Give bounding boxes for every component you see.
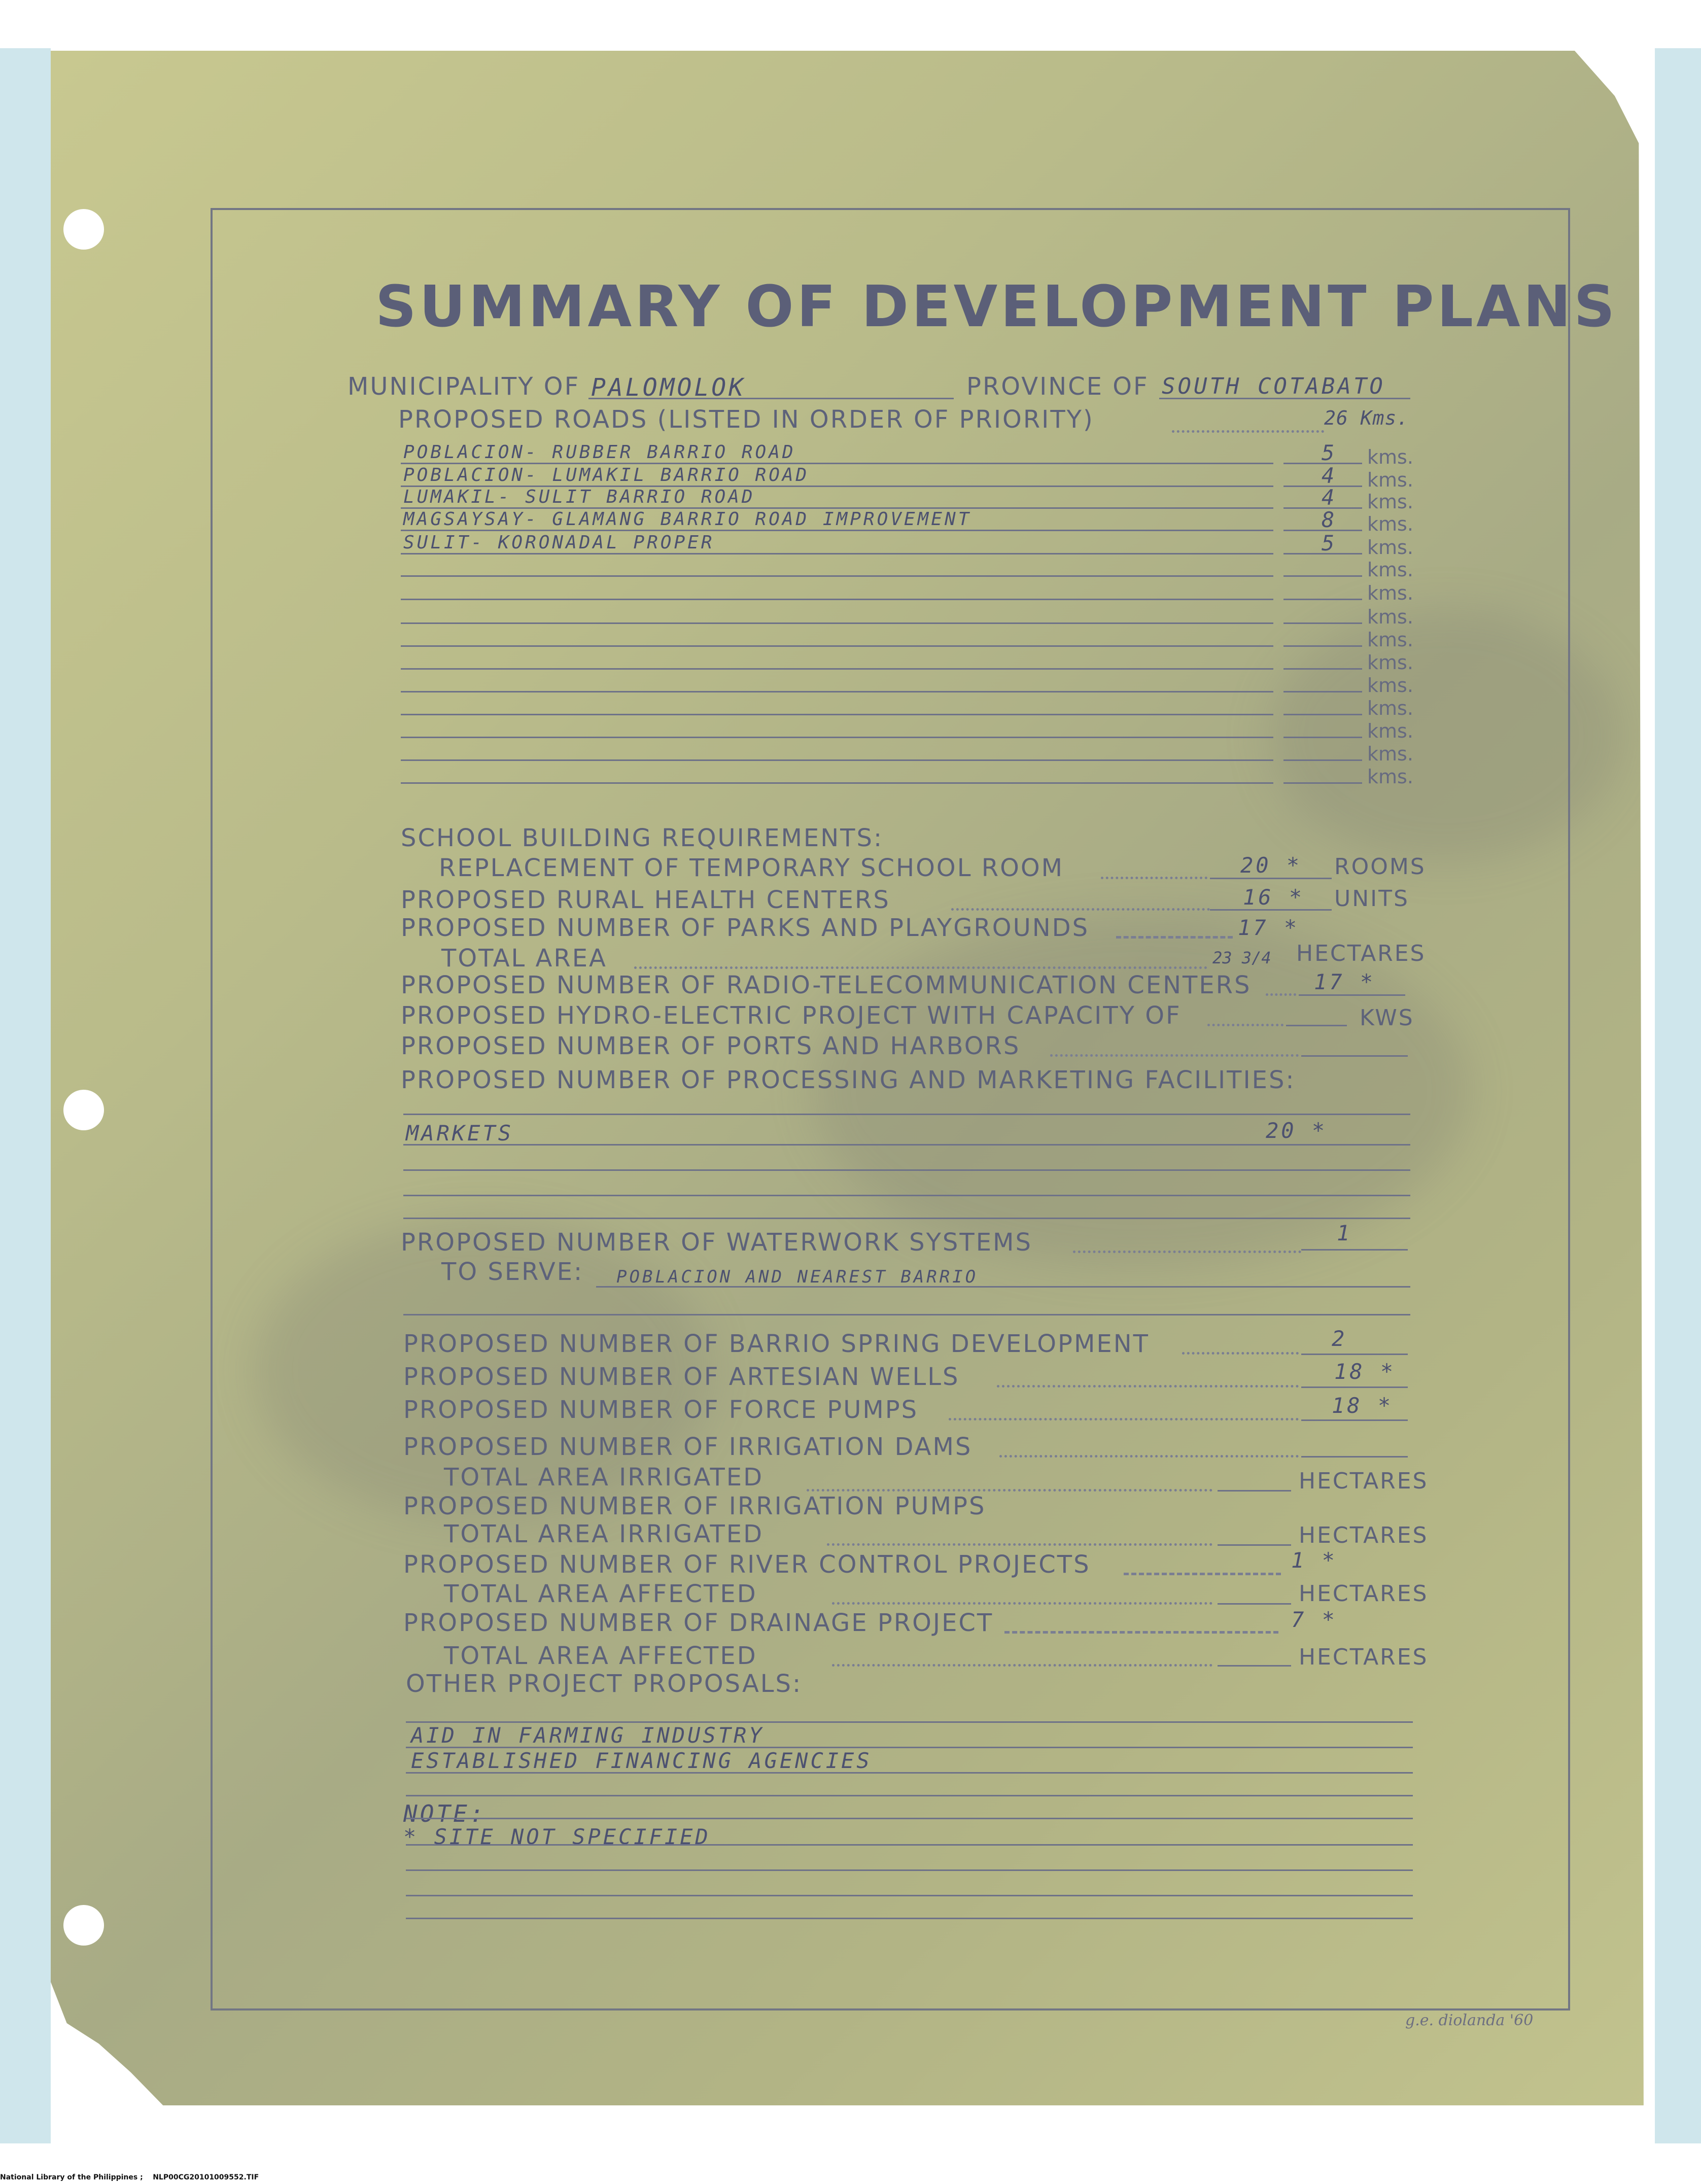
river-value: 1 * (1291, 1548, 1337, 1573)
entry-line (406, 1818, 1413, 1819)
leader-dots (1116, 936, 1233, 939)
road-value-line (1283, 622, 1362, 624)
artesian-label: PROPOSED NUMBER OF ARTESIAN WELLS (403, 1363, 960, 1391)
rooms-unit: ROOMS (1334, 854, 1426, 880)
road-value-line (1283, 691, 1362, 692)
road-value-line (1283, 575, 1362, 577)
road-name: POBLACION- LUMAKIL BARRIO ROAD (403, 465, 810, 486)
road-km-unit: kms. (1367, 446, 1413, 468)
entry-line (403, 1169, 1410, 1171)
road-km-unit: kms. (1367, 674, 1413, 697)
road-line (401, 645, 1273, 647)
other-heading: OTHER PROJECT PROPOSALS: (406, 1670, 803, 1698)
road-km-unit: kms. (1367, 606, 1413, 628)
other-item: AID IN FARMING INDUSTRY (411, 1723, 765, 1748)
province-label: PROVINCE OF (966, 372, 1149, 401)
leader-dots (1073, 1251, 1301, 1253)
drainage-value: 7 * (1291, 1607, 1337, 1632)
waterworks-value: 1 (1337, 1221, 1352, 1245)
spring-label: PROPOSED NUMBER OF BARRIO SPRING DEVELOPMENT (403, 1330, 1150, 1358)
school-replacement-label: REPLACEMENT OF TEMPORARY SCHOOL ROOM (439, 854, 1064, 882)
leader-dots (1172, 430, 1324, 433)
road-name: MAGSAYSAY- GLAMANG BARRIO ROAD IMPROVEMENT (403, 509, 972, 530)
road-line (401, 530, 1273, 531)
province-line (1159, 398, 1410, 399)
road-value-line (1283, 599, 1362, 600)
school-replacement-value: 20 * (1240, 853, 1302, 878)
road-name: POBLACION- RUBBER BARRIO ROAD (403, 442, 796, 463)
road-km-unit: kms. (1367, 651, 1413, 674)
draftsman-signature: g.e. diolanda '60 (1405, 2012, 1534, 2029)
entry-line (403, 1144, 1410, 1146)
force-pumps-label: PROPOSED NUMBER OF FORCE PUMPS (403, 1396, 919, 1424)
road-value-line (1283, 553, 1362, 554)
hectares-unit: HECTARES (1296, 941, 1426, 966)
hydro-label: PROPOSED HYDRO-ELECTRIC PROJECT WITH CAPACITY OF (401, 1001, 1182, 1030)
road-km-unit: kms. (1367, 536, 1413, 559)
value-line (1301, 1249, 1408, 1251)
road-line (401, 691, 1273, 692)
health-label: PROPOSED RURAL HEALTH CENTERS (401, 886, 890, 914)
punch-hole (63, 1090, 104, 1130)
road-km-unit: kms. (1367, 513, 1413, 535)
entry-line (403, 1314, 1410, 1315)
leader-dots (1182, 1352, 1299, 1355)
irrigation-dams-label: PROPOSED NUMBER OF IRRIGATION DAMS (403, 1433, 973, 1461)
municipality-line (588, 398, 954, 399)
leader-dots (1124, 1573, 1281, 1575)
leader-dots (807, 1489, 1212, 1492)
road-value-line (1283, 668, 1362, 670)
irrigation-pumps-label: PROPOSED NUMBER OF IRRIGATION PUMPS (403, 1492, 986, 1520)
value-line (1210, 878, 1332, 879)
processing-item: MARKETS (406, 1121, 514, 1146)
hectares-unit: HECTARES (1299, 1644, 1429, 1670)
road-km-unit: kms. (1367, 582, 1413, 604)
leader-dots (951, 908, 1210, 911)
road-value-line (1283, 737, 1362, 738)
entry-line (403, 1195, 1410, 1196)
road-km-value: 5 (1322, 440, 1337, 465)
value-line (1218, 1544, 1291, 1546)
leader-dots (827, 1543, 1212, 1546)
processing-label: PROPOSED NUMBER OF PROCESSING AND MARKETING FACILITIES: (401, 1066, 1296, 1094)
road-km-unit: kms. (1367, 559, 1413, 581)
entry-line (403, 1218, 1410, 1219)
entry-line (406, 1869, 1413, 1871)
note-text: * SITE NOT SPECIFIED (403, 1824, 711, 1849)
value-line (1286, 1025, 1347, 1026)
roads-total: 26 Kms. (1324, 407, 1409, 429)
road-value-line (1283, 782, 1362, 784)
road-value-line (1283, 759, 1362, 761)
irrigation-pumps-area-label: TOTAL AREA IRRIGATED (444, 1520, 764, 1548)
entry-line (406, 1795, 1413, 1796)
leader-dots (1004, 1631, 1278, 1634)
scanner-edge-left (0, 48, 51, 2143)
road-km-value: 4 (1322, 463, 1337, 488)
units-unit: UNITS (1334, 886, 1409, 912)
value-line (1301, 1055, 1408, 1057)
leader-dots (1101, 877, 1207, 879)
school-heading: SCHOOL BUILDING REQUIREMENTS: (401, 824, 884, 852)
municipality-value: PALOMOLOK (591, 373, 746, 402)
road-km-unit: kms. (1367, 720, 1413, 742)
value-line (1301, 1354, 1408, 1355)
road-km-unit: kms. (1367, 491, 1413, 513)
entry-line (406, 1844, 1413, 1846)
note-label: NOTE: (403, 1800, 487, 1827)
footer-caption (0, 2174, 259, 2181)
road-line (401, 575, 1273, 577)
leader-dots (997, 1385, 1299, 1388)
road-line (401, 759, 1273, 761)
scanner-edge-right (1655, 48, 1701, 2143)
municipality-label: MUNICIPALITY OF (348, 372, 580, 401)
drainage-area-label: TOTAL AREA AFFECTED (444, 1642, 757, 1670)
entry-line (406, 1918, 1413, 1919)
leader-dots (1266, 993, 1296, 996)
parks-label: PROPOSED NUMBER OF PARKS AND PLAYGROUNDS (401, 914, 1090, 942)
road-name: SULIT- KORONADAL PROPER (403, 532, 715, 553)
ports-label: PROPOSED NUMBER OF PORTS AND HARBORS (401, 1032, 1021, 1060)
radio-value: 17 * (1314, 969, 1376, 994)
parks-value: 17 * (1238, 915, 1300, 940)
river-area-label: TOTAL AREA AFFECTED (444, 1580, 757, 1608)
drainage-label: PROPOSED NUMBER OF DRAINAGE PROJECT (403, 1609, 994, 1637)
waterworks-label: PROPOSED NUMBER OF WATERWORK SYSTEMS (401, 1228, 1032, 1257)
value-line (1218, 1490, 1291, 1492)
value-line (1218, 1603, 1291, 1605)
road-km-value: 5 (1322, 531, 1337, 556)
leader-dots (1050, 1054, 1299, 1057)
road-line (401, 463, 1273, 464)
road-km-unit: kms. (1367, 629, 1413, 651)
radio-label: PROPOSED NUMBER OF RADIO-TELECOMMUNICATION CENTERS (401, 971, 1252, 999)
road-line (401, 622, 1273, 624)
entry-line (406, 1895, 1413, 1896)
river-label: PROPOSED NUMBER OF RIVER CONTROL PROJECTS (403, 1550, 1091, 1579)
footer-library: National Library of the Philippines ; (0, 2173, 143, 2181)
value-line (1299, 994, 1405, 996)
footer-filename: NLP00CG20101009552.TIF (153, 2173, 259, 2181)
irrigation-dams-area-label: TOTAL AREA IRRIGATED (444, 1463, 764, 1492)
leader-dots (832, 1602, 1212, 1605)
entry-line (596, 1286, 1410, 1288)
road-km-unit: kms. (1367, 766, 1413, 788)
artesian-value: 18 * (1334, 1359, 1396, 1384)
hectares-unit: HECTARES (1299, 1581, 1429, 1607)
road-value-line (1283, 714, 1362, 715)
entry-line (403, 1114, 1410, 1115)
value-line (1301, 1456, 1408, 1458)
document-title: SUMMARY OF DEVELOPMENT PLANS (375, 274, 1618, 340)
force-pumps-value: 18 * (1332, 1393, 1394, 1418)
waterworks-serve-label: TO SERVE: (441, 1258, 584, 1286)
road-name: LUMAKIL- SULIT BARRIO ROAD (403, 487, 755, 507)
punch-hole (63, 209, 104, 250)
kws-unit: KWS (1360, 1005, 1414, 1031)
roads-label: PROPOSED ROADS (LISTED IN ORDER OF PRIORITY) (398, 405, 1094, 434)
leader-dots (949, 1418, 1299, 1420)
value-line (1301, 1419, 1408, 1421)
leader-dots (832, 1664, 1212, 1667)
road-line (401, 553, 1273, 554)
road-km-unit: kms. (1367, 697, 1413, 719)
road-line (401, 737, 1273, 738)
road-km-value: 8 (1322, 507, 1337, 532)
road-line (401, 782, 1273, 784)
health-value: 16 * (1243, 885, 1305, 910)
parks-area-label: TOTAL AREA (441, 944, 607, 973)
leader-dots (634, 966, 1207, 969)
entry-line (406, 1772, 1413, 1774)
value-line (1301, 1386, 1408, 1388)
road-km-unit: kms. (1367, 743, 1413, 765)
spring-value: 2 (1332, 1326, 1347, 1351)
hectares-unit: HECTARES (1299, 1468, 1429, 1494)
province-value: SOUTH COTABATO (1162, 373, 1385, 399)
road-line (401, 599, 1273, 600)
road-value-line (1283, 645, 1362, 647)
road-line (401, 668, 1273, 670)
leader-dots (1207, 1024, 1283, 1026)
value-line (1218, 1665, 1291, 1667)
waterworks-serve-value: POBLACION AND NEAREST BARRIO (616, 1267, 979, 1287)
processing-item-value: 20 * (1266, 1118, 1328, 1143)
parks-area-value: 23 3/4 (1212, 948, 1271, 967)
hectares-unit: HECTARES (1299, 1522, 1429, 1548)
other-item: ESTABLISHED FINANCING AGENCIES (411, 1748, 872, 1773)
road-km-value: 4 (1322, 485, 1337, 510)
road-km-unit: kms. (1367, 469, 1413, 491)
punch-hole (63, 1905, 104, 1946)
leader-dots (999, 1455, 1299, 1458)
road-line (401, 714, 1273, 715)
value-line (1210, 909, 1332, 911)
